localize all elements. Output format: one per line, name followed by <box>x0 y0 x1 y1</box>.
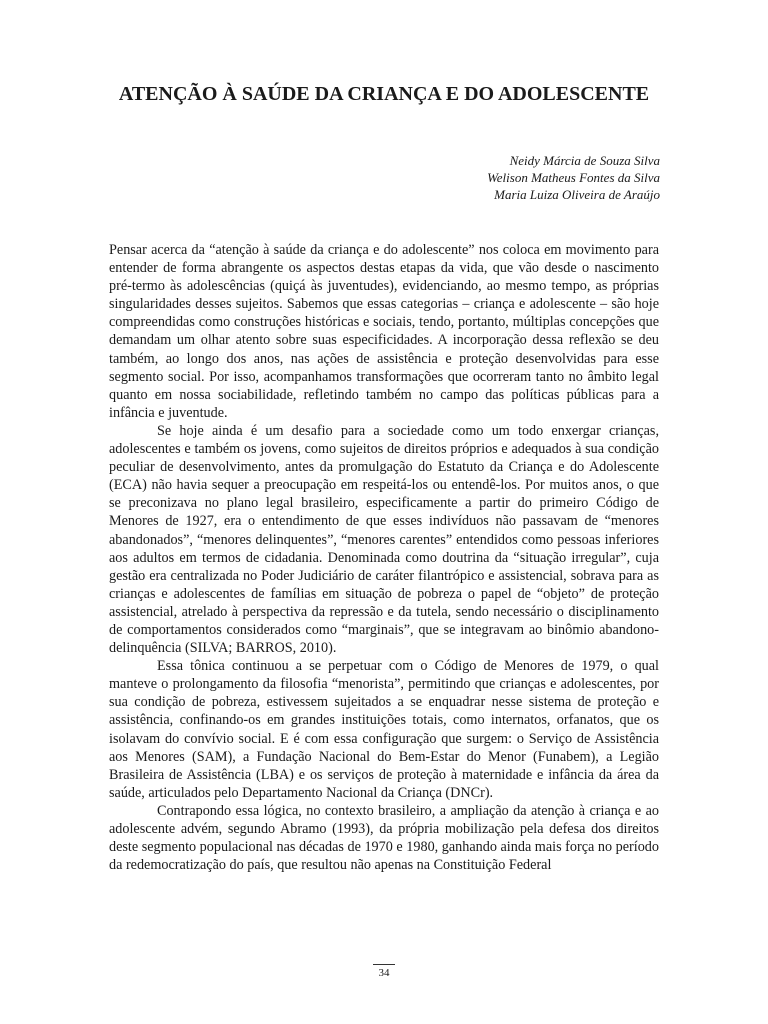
page-number: 34 <box>378 967 390 979</box>
author-name: Maria Luiza Oliveira de Araújo <box>494 187 660 202</box>
footer-rule <box>373 964 395 965</box>
paragraph: Contrapondo essa lógica, no contexto brasileiro, a ampliação da atenção à criança e ao adolescente advém, segundo Abramo (1993), da própria mobilização pela defesa dos direitos deste segmento populacional nas décadas de 1970 e 1980, ganhando ainda mais força no período da redemocratização do país, que resultou não apenas na Constituição Federal <box>109 802 659 874</box>
author-name: Welison Matheus Fontes da Silva <box>487 170 660 185</box>
paragraph: Essa tônica continuou a se perpetuar com o Código de Menores de 1979, o qual manteve o prolongamento da filosofia “menorista”, permitindo que crianças e adolescentes, por sua condição de pobreza, estivessem sujeitados a se enquadrar nesse sistema de proteção e assistência, confinando-os em grandes instituições totais, como internatos, orfanatos, que os isolavam do convívio social. E é com essa configuração que surgem: o Serviço de Assistência aos Menores (SAM), a Fundação Nacional do Bem-Estar do Menor (Funabem), a Legião Brasileira de Assistência (LBA) e os serviços de proteção à maternidade e infância da área da saúde, articulados pelo Departamento Nacional da Criança (DNCr). <box>109 658 659 801</box>
paragraph: Se hoje ainda é um desafio para a sociedade como um todo enxergar crianças, adolescentes e também os jovens, como sujeitos de direitos próprios e adequados à sua condição peculiar de desenvolvimento, antes da promulgação do Estatuto da Criança e do Adolescente (ECA) não havia sequer a preocupação em respeitá-los ou entendê-los. Por muitos anos, o que se preconizava no plano legal brasileiro, especificamente a partir do primeiro Código de Menores de 1927, era o entendimento de que esses indivíduos não passavam de “menores abandonados”, “menores delinquentes”, “menores carentes” entendidos como pessoas inferiores aos adultos em termos de cidadania. Denominada como doutrina da “situação irregular”, cuja gestão era centralizada no Poder Judiciário de caráter filantrópico e assistencial, sobrava para as crianças e adolescentes de famílias em situação de pobreza o papel de “objeto” de proteção assistencial, atrelado à perspectiva da repressão e da tutela, sendo necessário o disciplinamento de comportamentos considerados como “marginais”, que se integravam ao binômio abandono-delinquência (SILVA; BARROS, 2010). <box>109 422 659 657</box>
paragraph: Pensar acerca da “atenção à saúde da criança e do adolescente” nos coloca em movimento para entender de forma abrangente os aspectos destas etapas da vida, que vão desde o nascimento pré-termo às adolescências (quiçá às juventudes), evidenciando, ao mesmo tempo, as próprias singularidades desses sujeitos. Sabemos que essas categorias – criança e adolescente – são hoje compreendidas como construções históricas e sociais, tendo, portanto, múltiplas concepções que demandam um olhar atento sobre suas especificidades. A incorporação dessa reflexão se deu também, ao longo dos anos, nas ações de assistência e proteção desenvolvidas para esse segmento social. Por isso, acompanhamos transformações que ocorreram tanto no âmbito legal quanto em nossa sociabilidade, refletindo também no campo das políticas públicas para a infância e juventude. <box>109 242 659 421</box>
author-list <box>260 152 660 203</box>
author-name: Neidy Márcia de Souza Silva <box>509 153 660 168</box>
chapter-title: ATENÇÃO À SAÚDE DA CRIANÇA E DO ADOLESCENTE <box>118 83 650 105</box>
body-text <box>109 241 659 874</box>
